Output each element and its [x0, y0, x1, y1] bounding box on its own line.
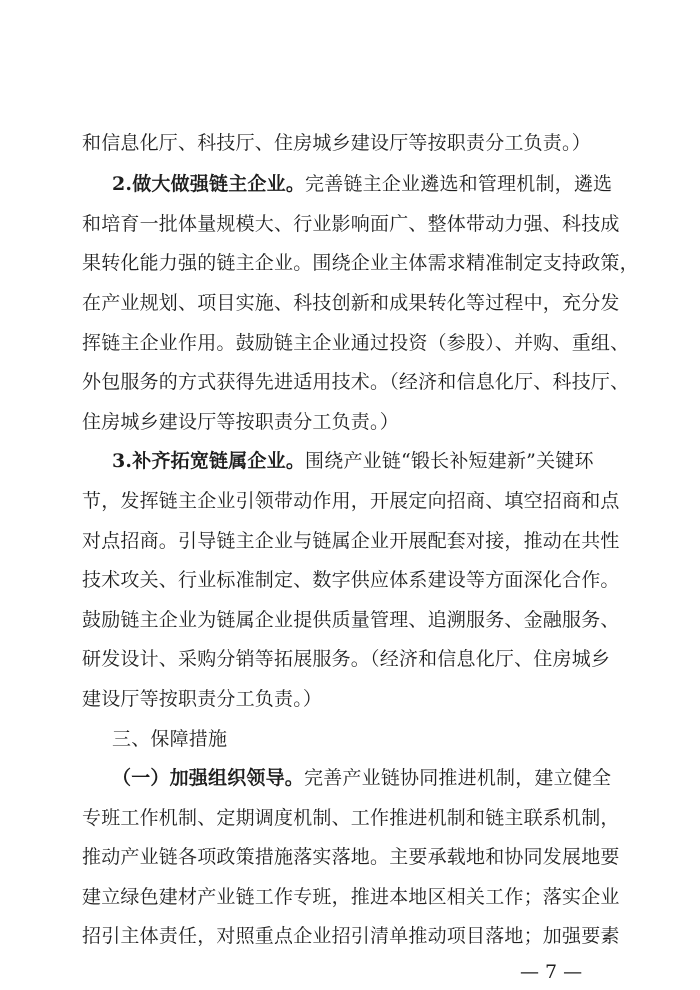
paragraph-text: 完善链主企业遴选和管理机制，遴选 [305, 173, 613, 195]
paragraph-line: 对点招商。引导链主企业与链属企业开展配套对接，推动在共性 [82, 530, 620, 552]
paragraph-line: 研发设计、采购分销等拓展服务。（经济和信息化厅、住房城乡 [82, 648, 611, 670]
chapter-heading: 三、保障措施 [112, 728, 228, 750]
paragraph-line: 技术攻关、行业标准制定、数字供应体系建设等方面深化合作。 [82, 569, 620, 591]
page-number: — 7 — [520, 961, 583, 983]
paragraph-line: 推动产业链各项政策措施落实落地。主要承载地和协同发展地要 [82, 846, 620, 868]
paragraph-line: 住房城乡建设厅等按职责分工负责。） [82, 411, 399, 433]
paragraph-line: 建立绿色建材产业链工作专班，推进本地区相关工作；落实企业 [82, 886, 620, 908]
paragraph-line: 专班工作机制、定期调度机制、工作推进机制和链主联系机制， [82, 807, 620, 829]
paragraph-line: 在产业规划、项目实施、科技创新和成果转化等过程中，充分发 [82, 292, 620, 314]
paragraph-text: 完善产业链协同推进机制，建立健全 [304, 767, 612, 789]
paragraph-line [112, 766, 622, 790]
paragraph-line: 建设厅等按职责分工负责。） [82, 688, 323, 710]
paragraph-line: 节，发挥链主企业引领带动作用，开展定向招商、填空招商和点 [82, 490, 620, 512]
paragraph-line [112, 172, 622, 196]
paragraph-line: 鼓励链主企业为链属企业提供质量管理、追溯服务、金融服务、 [82, 609, 620, 631]
section-heading-2: 2.做大做强链主企业。 [112, 173, 306, 195]
subsection-heading-1: （一）加强组织领导。 [112, 767, 305, 789]
paragraph-line: 和信息化厅、科技厅、住房城乡建设厅等按职责分工负责。） [82, 132, 591, 154]
paragraph-text: 围绕产业链“锻长补短建新”关键环 [305, 450, 594, 472]
paragraph-line: 招引主体责任，对照重点企业招引清单推动项目落地；加强要素 [82, 925, 620, 947]
paragraph-line: 果转化能力强的链主企业。围绕企业主体需求精准制定支持政策， [82, 252, 639, 274]
section-heading-3: 3.补齐拓宽链属企业。 [112, 450, 306, 472]
paragraph-line: 和培育一批体量规模大、行业影响面广、整体带动力强、科技成 [82, 213, 620, 235]
paragraph-line: 挥链主企业作用。鼓励链主企业通过投资（参股）、并购、重组、 [82, 332, 630, 354]
paragraph-line: 外包服务的方式获得先进适用技术。（经济和信息化厅、科技厅、 [82, 371, 630, 393]
paragraph-line [112, 449, 622, 473]
